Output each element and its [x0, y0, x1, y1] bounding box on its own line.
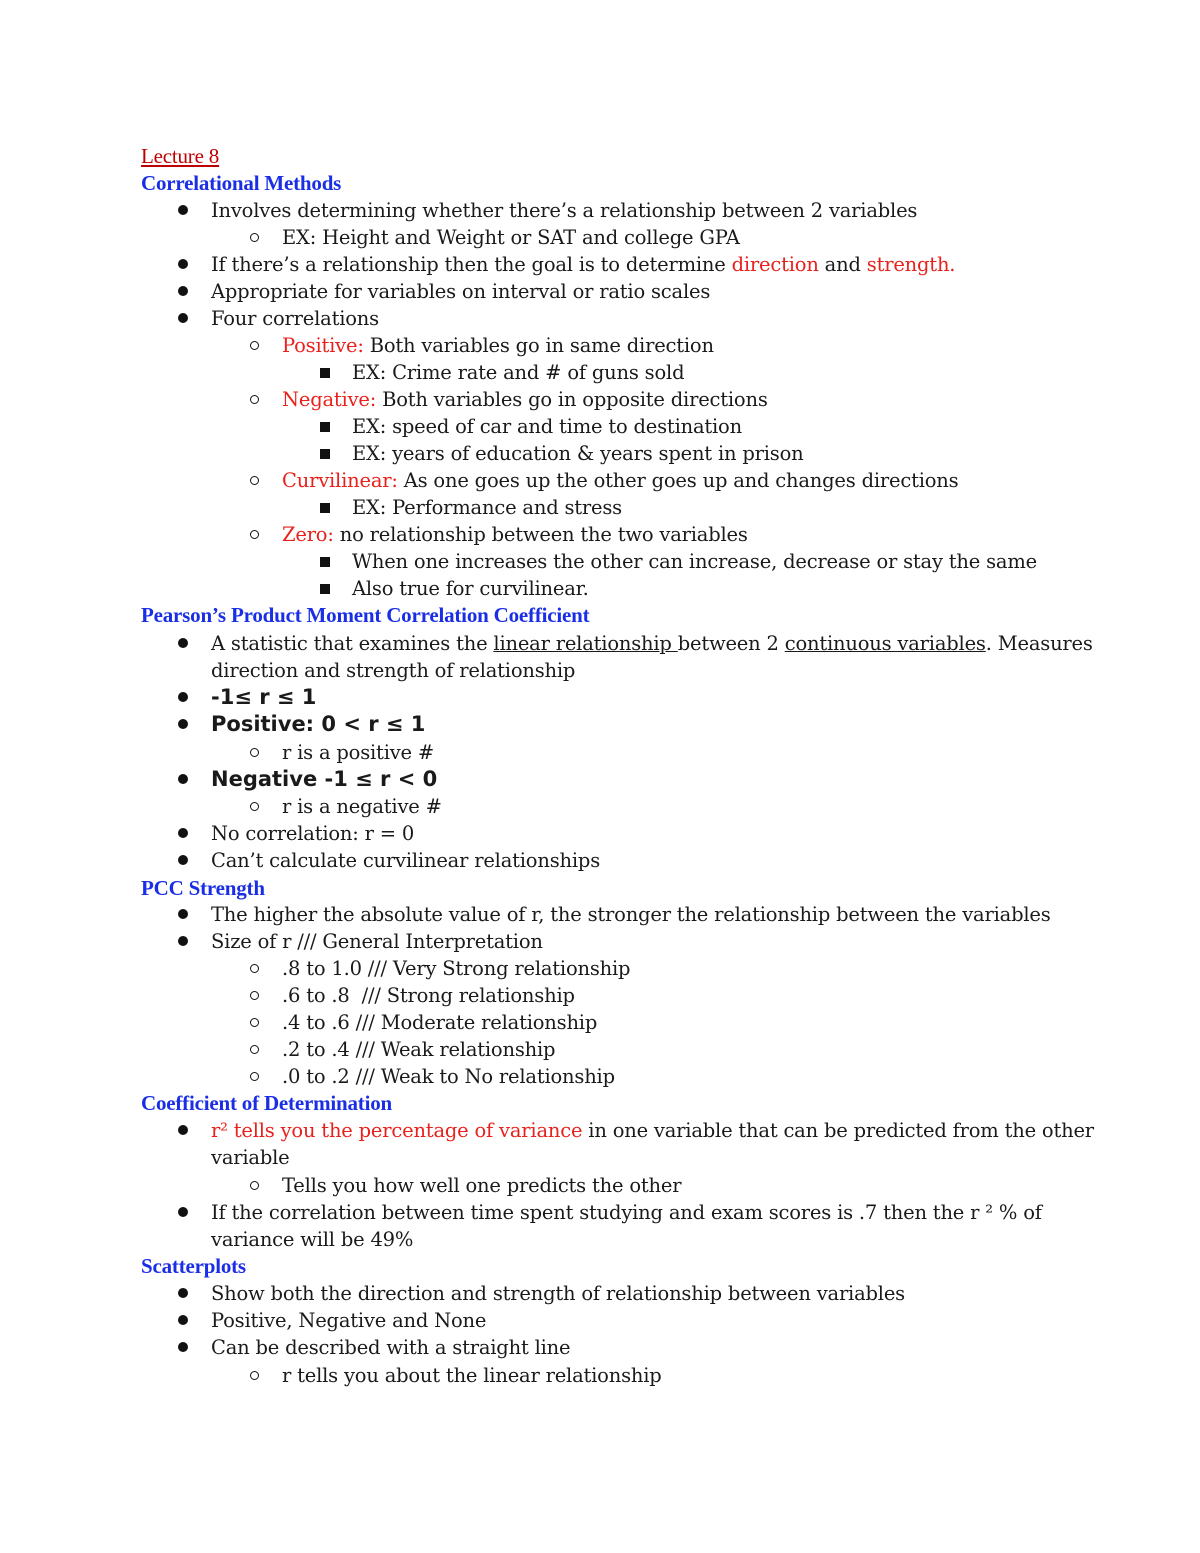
- strength-item: .0 to .2 /// Weak to No relationship: [282, 1065, 615, 1088]
- list-item: [211, 251, 955, 278]
- bullet-dot-icon: [178, 305, 188, 332]
- bullet-circle-icon: [250, 521, 259, 548]
- bullet-circle-icon: [250, 1172, 259, 1199]
- bullet-dot-icon: [178, 197, 188, 224]
- highlight-direction: direction: [731, 253, 819, 276]
- list-item: No correlation: r = 0: [211, 822, 415, 845]
- label-zero: Zero:: [282, 523, 334, 546]
- list-item: [282, 332, 714, 359]
- list-item: If the correlation between time spent studying and exam scores is .7 then the r ² % of: [211, 1201, 1042, 1224]
- list-item: [282, 521, 748, 548]
- label-positive: Positive:: [282, 334, 364, 357]
- list-item: r is a positive #: [282, 741, 435, 764]
- strength-item: .6 to .8 /// Strong relationship: [282, 984, 575, 1007]
- bullet-dot-icon: [178, 1307, 188, 1334]
- bullet-dot-icon: [178, 1199, 188, 1226]
- bullet-square-icon: [320, 440, 330, 467]
- list-item: Also true for curvilinear.: [352, 577, 589, 600]
- list-item: [282, 467, 958, 494]
- strength-item: .4 to .6 /// Moderate relationship: [282, 1011, 598, 1034]
- bullet-circle-icon: [250, 955, 259, 982]
- bullet-circle-icon: [250, 386, 259, 413]
- bullet-dot-icon: [178, 684, 188, 711]
- bullet-circle-icon: [250, 982, 259, 1009]
- bullet-dot-icon: [178, 928, 188, 955]
- bullet-circle-icon: [250, 467, 259, 494]
- heading-correlational-methods: Correlational Methods: [141, 171, 342, 195]
- bullet-dot-icon: [178, 901, 188, 928]
- list-item: Can’t calculate curvilinear relationships: [211, 849, 600, 872]
- text-segment: As one goes up the other goes up and changes directions: [397, 469, 959, 492]
- list-item: Involves determining whether there’s a relationship between 2 variables: [211, 199, 918, 222]
- list-item: [211, 1117, 1094, 1144]
- bullet-dot-icon: [178, 630, 188, 657]
- list-item: Four correlations: [211, 307, 379, 330]
- lecture-title: Lecture 8: [141, 144, 220, 168]
- list-item: When one increases the other can increase, decrease or stay the same: [352, 550, 1037, 573]
- text-segment: no relationship between the two variables: [333, 523, 748, 546]
- list-item: Appropriate for variables on interval or ratio scales: [211, 280, 711, 303]
- bullet-dot-icon: [178, 1334, 188, 1361]
- bullet-dot-icon: [178, 820, 188, 847]
- text-segment: Both variables go in opposite directions: [376, 388, 768, 411]
- bullet-dot-icon: [178, 1117, 188, 1144]
- bullet-circle-icon: [250, 332, 259, 359]
- bullet-dot-icon: [178, 711, 188, 738]
- negative-formula: Negative -1 ≤ r < 0: [211, 767, 438, 791]
- heading-pearson: Pearson’s Product Moment Correlation Coefficient: [141, 603, 590, 627]
- text-segment: If there’s a relationship then the goal is to determine: [211, 253, 732, 276]
- label-curvilinear: Curvilinear:: [282, 469, 398, 492]
- list-item: Tells you how well one predicts the other: [282, 1174, 682, 1197]
- bullet-square-icon: [320, 413, 330, 440]
- bullet-circle-icon: [250, 224, 259, 251]
- text-segment: in one variable that can be predicted from the other: [582, 1119, 1094, 1142]
- list-item: EX: Height and Weight or SAT and college GPA: [282, 226, 740, 249]
- text-segment: A statistic that examines the: [211, 632, 494, 655]
- heading-scatterplots: Scatterplots: [141, 1254, 246, 1278]
- bullet-square-icon: [320, 359, 330, 386]
- text-segment: and: [818, 253, 867, 276]
- list-item-continuation: variable: [211, 1146, 290, 1169]
- label-negative: Negative:: [282, 388, 377, 411]
- list-item: r is a negative #: [282, 795, 442, 818]
- list-item-continuation: variance will be 49%: [211, 1228, 414, 1251]
- bullet-circle-icon: [250, 793, 259, 820]
- list-item-continuation: direction and strength of relationship: [211, 659, 576, 682]
- list-item: Can be described with a straight line: [211, 1336, 571, 1359]
- range-formula: -1≤ r ≤ 1: [211, 685, 317, 709]
- list-item: Positive, Negative and None: [211, 1309, 487, 1332]
- list-item: Size of r /// General Interpretation: [211, 930, 543, 953]
- text-segment: between 2: [677, 632, 785, 655]
- bullet-circle-icon: [250, 739, 259, 766]
- highlight-strength: strength.: [866, 253, 956, 276]
- bullet-square-icon: [320, 548, 330, 575]
- bullet-dot-icon: [178, 1280, 188, 1307]
- bullet-circle-icon: [250, 1009, 259, 1036]
- list-item: EX: years of education & years spent in prison: [352, 442, 804, 465]
- bullet-circle-icon: [250, 1063, 259, 1090]
- list-item: [282, 386, 768, 413]
- bullet-square-icon: [320, 494, 330, 521]
- underlined-linear-relationship: linear relationship: [493, 632, 678, 655]
- strength-item: .2 to .4 /// Weak relationship: [282, 1038, 556, 1061]
- list-item: r tells you about the linear relationship: [282, 1364, 662, 1387]
- highlight-r-squared: r² tells you the percentage of variance: [211, 1119, 583, 1142]
- list-item: Show both the direction and strength of relationship between variables: [211, 1282, 905, 1305]
- list-item: EX: Performance and stress: [352, 496, 622, 519]
- text-segment: . Measures: [985, 632, 1093, 655]
- bullet-dot-icon: [178, 847, 188, 874]
- bullet-dot-icon: [178, 251, 188, 278]
- underlined-continuous-variables: continuous variables: [784, 632, 986, 655]
- strength-item: .8 to 1.0 /// Very Strong relationship: [282, 957, 631, 980]
- bullet-circle-icon: [250, 1036, 259, 1063]
- heading-pcc-strength: PCC Strength: [141, 876, 265, 900]
- list-item: EX: Crime rate and # of guns sold: [352, 361, 685, 384]
- bullet-dot-icon: [178, 766, 188, 793]
- heading-coefficient-of-determination: Coefficient of Determination: [141, 1091, 392, 1115]
- list-item: EX: speed of car and time to destination: [352, 415, 742, 438]
- list-item: [211, 630, 1093, 657]
- bullet-dot-icon: [178, 278, 188, 305]
- text-segment: Both variables go in same direction: [363, 334, 714, 357]
- positive-formula: Positive: 0 < r ≤ 1: [211, 712, 426, 736]
- list-item: The higher the absolute value of r, the stronger the relationship between the variables: [211, 903, 1051, 926]
- bullet-square-icon: [320, 575, 330, 602]
- bullet-circle-icon: [250, 1362, 259, 1389]
